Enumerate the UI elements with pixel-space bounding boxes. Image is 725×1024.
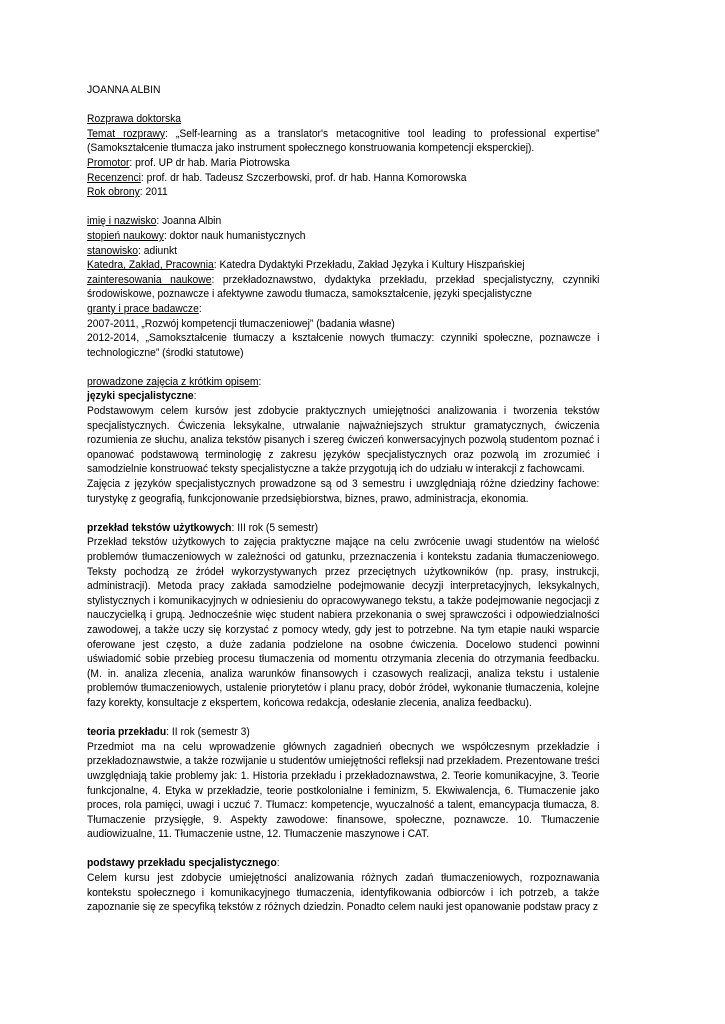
interests-label: zainteresowania naukowe — [87, 273, 212, 286]
document-page — [87, 83, 599, 915]
spacer — [87, 711, 599, 726]
courses-heading-text: : — [258, 375, 262, 388]
interests-text: : przekładoznawstwo, dydaktyka przekładu, przekład specjalistyczny, czynniki środowiskowe, poznawcze i afektywne zawodu tłumacza, samokształcenie, języki specjalistyczne — [87, 273, 600, 301]
grant-item: 2012-2014, „Samokształcenie tłumaczy a kształcenie nowych tłumaczy: czynniki społeczne, poznawcze i technologiczne” (środki statutowe) — [87, 332, 600, 359]
year-label: Rok obrony — [87, 186, 140, 199]
spacer — [87, 506, 599, 521]
course-title-label: języki specjalistyczne — [87, 390, 194, 403]
promoter-text: : prof. UP dr hab. Maria Piotrowska — [129, 156, 290, 169]
course-title-suffix: : — [276, 857, 280, 870]
spacer — [87, 360, 599, 375]
position-text: : adiunkt — [138, 244, 178, 257]
course-title-suffix: : III rok (5 semestr) — [231, 521, 319, 534]
profile-degree — [87, 229, 599, 244]
course-title — [87, 856, 599, 871]
course-title-label: podstawy przekładu specjalistycznego — [87, 857, 277, 870]
courses-heading — [87, 375, 599, 390]
dissertation-reviewers — [87, 171, 599, 186]
course-title — [87, 725, 599, 740]
year-text: : 2011 — [139, 186, 168, 199]
dissertation-topic — [87, 127, 599, 156]
profile-position — [87, 244, 599, 259]
reviewers-label: Recenzenci — [87, 171, 141, 184]
degree-label: stopień naukowy — [87, 229, 164, 242]
topic-label: Temat rozprawy — [87, 127, 165, 140]
course-title-suffix: : II rok (semestr 3) — [166, 726, 250, 739]
name-label: imię i nazwisko — [87, 215, 157, 228]
courses-heading-label: prowadzone zajęcia z krótkim opisem — [87, 375, 259, 388]
course-title — [87, 521, 599, 536]
position-label: stanowisko — [87, 244, 139, 257]
grants-text: : — [198, 302, 202, 315]
topic-text: : „Self-learning as a translator's metacognitive tool leading to professional expertise” (Samokształcenie tłumacza jako instrument społecznego konstruowania kompetencji eksperckiej). — [87, 127, 600, 155]
course-title-suffix: : — [193, 390, 197, 403]
course-title-label: przekład tekstów użytkowych — [87, 521, 232, 534]
course-description: Przekład tekstów użytkowych to zajęcia praktyczne mające na celu zwrócenie uwagi studentów na wielość problemów tłumaczeniowych w zależności od gatunku, przeznaczenia i kontekstu zadania tłumaczeniowego. Teksty pochodzą ze źródeł wykorzystywanych przez przeciętnych użytkowników (np. prasy, instrukcji, administracji). Metoda pracy zakłada samodzielne podejmowanie decyzji interpretacyjnych, leksykalnych, stylistycznych i komunikacyjnych w odniesieniu do opracowywanego tekstu, a także podejmowanie negocjacji z nauczycielką i grupą. Jednocześnie więc student nabiera przekonania o swej sprawczości i odpowiedzialności zawodowej, a także uczy się korzystać z pomocy wtedy, gdy jest to potrzebne. Na tym etapie nauki wsparcie oferowane jest często, a duże zadania podzielone na osobne ćwiczenia. Docelowo studenci powinni uświadomić sobie przebieg procesu tłumaczenia od momentu otrzymania zlecenia do otrzymania feedbacku. (M. in. analiza zlecenia, analiza warunków finansowych i czasowych realizacji, analiza tekstu i ustalenie problemów tłumaczeniowych, ustalenie priorytetów i planu pracy, dobór źródeł, wykonanie tłumaczenia, kolejne fazy korekty, konsultacje z ekspertem, końcowa redakcja, odesłanie zlecenia, analiza feedbacku). — [87, 536, 600, 709]
name-text: : Joanna Albin — [156, 215, 222, 228]
reviewers-text: : prof. dr hab. Tadeusz Szczerbowski, prof. dr hab. Hanna Komorowska — [140, 171, 467, 184]
course-title-label: teoria przekładu — [87, 726, 167, 739]
spacer — [87, 842, 599, 857]
dept-label: Katedra, Zakład, Pracownia — [87, 259, 214, 272]
course-description: Podstawowym celem kursów jest zdobycie praktycznych umiejętności analizowania i tworzenia tekstów specjalistycznych. Ćwiczenia leksykalne, utrwalanie najważniejszych struktur gramatycznych, ćwiczenia rozumienia ze słuchu, analiza tekstów pisanych i szereg ćwiczeń konwersacyjnych pozwolą studentom poznać i opanować podstawową terminologię z zakresu języków specjalistycznych oraz pozwolą im zrozumieć i samodzielnie konstruować teksty specjalistyczne a także przygotują ich do udziału w interakcji z fachowcami. — [87, 405, 600, 476]
author-name: JOANNA ALBIN — [87, 84, 161, 96]
course-title — [87, 389, 599, 404]
grants-label: granty i prace badawcze — [87, 302, 199, 315]
grant-item: 2007-2011, „Rozwój kompetencji tłumaczeniowej” (badania własne) — [87, 317, 395, 330]
dissertation-heading: Rozprawa doktorska — [87, 113, 182, 126]
dept-text: : Katedra Dydaktyki Przekładu, Zakład Języka i Kultury Hiszpańskiej — [213, 259, 525, 272]
promoter-label: Promotor — [87, 156, 130, 169]
dissertation-promoter — [87, 156, 599, 171]
profile-interests — [87, 273, 599, 302]
spacer — [87, 200, 599, 215]
degree-text: : doktor nauk humanistycznych — [163, 229, 306, 242]
course-description: Przedmiot ma na celu wprowadzenie głównych zagadnień obecnych we współczesnym przekładzie i przekładoznawstwie, a także rozwijanie u studentów umiejętności refleksji nad przekładem. Prezentowane treści uwzględniają takie problemy jak: 1. Historia przekładu i przekładoznawstwa, 2. Teorie komunikacyjne, 3. Teorie funkcjonalne, 4. Etyka w przekładzie, teorie postkolonialne i feminizm, 5. Ekwiwalencja, 6. Tłumaczenie jako proces, rola pamięci, uwagi i uczuć 7. Tłumacz: kompetencje, wyuczalność a talent, emancypacja tłumacza, 8. Tłumaczenie przysięgłe, 9. Aspekty zawodowe: finansowe, społeczne, poznawcze. 10. Tłumaczenie audiowizualne, 11. Tłumaczenie ustne, 12. Tłumaczenie maszynowe i CAT. — [87, 740, 600, 841]
profile-department — [87, 258, 599, 273]
dissertation-year — [87, 185, 599, 200]
profile-name — [87, 214, 599, 229]
course-description: Celem kursu jest zdobycie umiejętności analizowania różnych zadań tłumaczeniowych, rozpoznawania kontekstu społecznego i komunikacyjnego tłumaczenia, identyfikowania odbiorców i ich potrzeb, a także zapoznanie się ze specyfiką tekstów z różnych dziedzin. Ponadto celem nauki jest opanowanie podstaw pracy z — [87, 872, 600, 914]
course-description: Zajęcia z języków specjalistycznych prowadzone są od 3 semestru i uwzględniają różne dziedziny fachowe: turystykę z geografią, funkcjonowanie przedsiębiorstwa, biznes, prawo, administracja, ekonomia. — [87, 478, 600, 505]
spacer — [87, 98, 599, 113]
profile-grants — [87, 302, 599, 317]
